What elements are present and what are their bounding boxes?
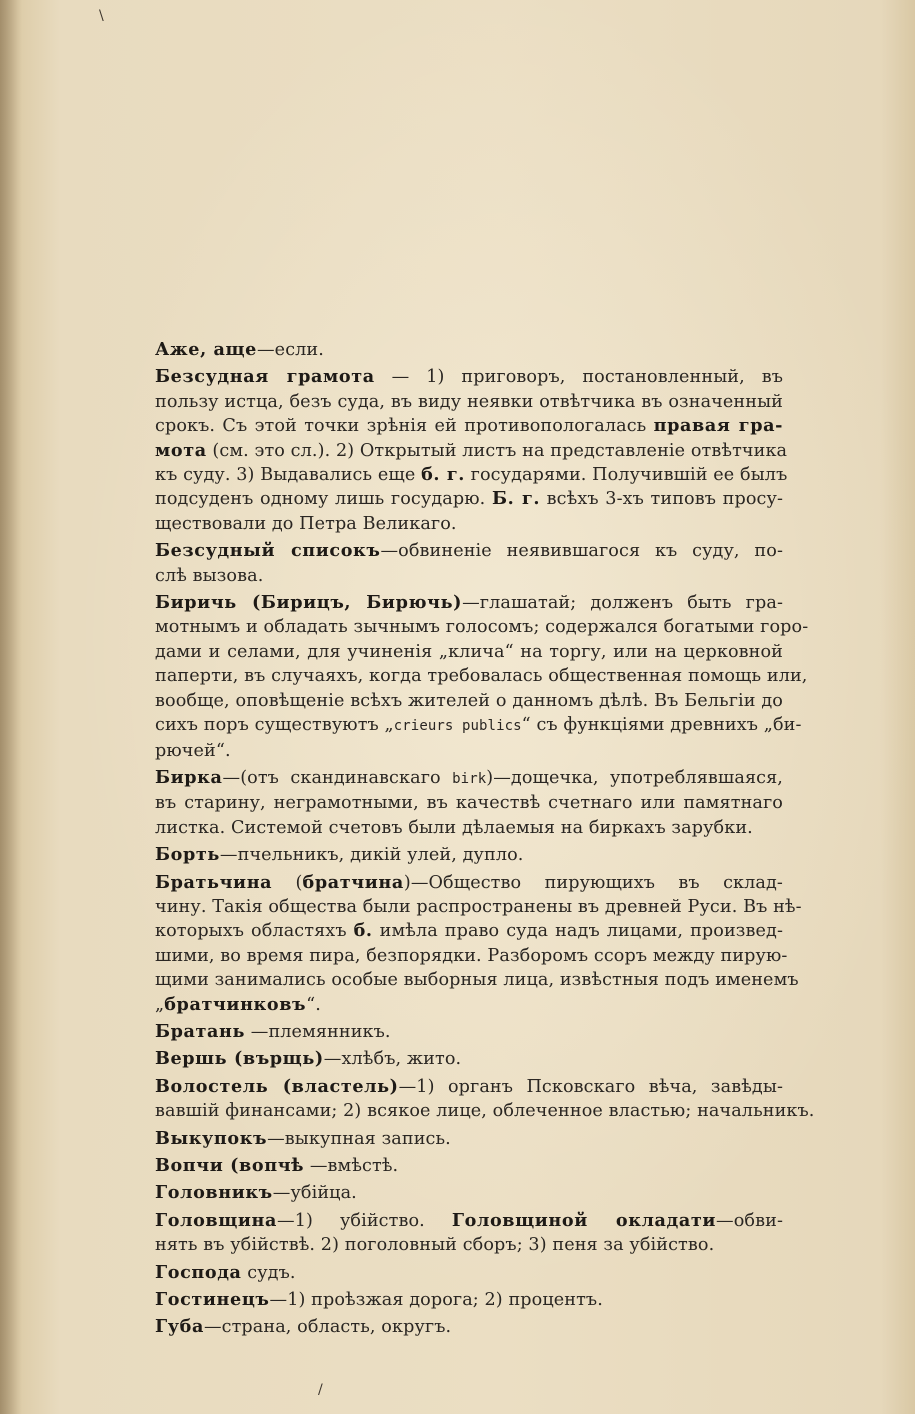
text-line (155, 615, 809, 639)
text-line (155, 487, 783, 511)
definition-text: —пчельникъ, дикій улей, дупло. (219, 845, 524, 866)
text-line (155, 1154, 783, 1178)
headword: Гостинецъ (155, 1289, 270, 1311)
headword: Вершь (върщь) (155, 1048, 324, 1070)
headword: б. (353, 920, 373, 942)
glossary-text-block (155, 338, 815, 1343)
definition-text: “ съ функціями древнихъ „би- (521, 715, 802, 736)
definition-text: вообще, оповѣщеніе всѣхъ жителей о данномъ дѣлѣ. Въ Бельгіи до (155, 690, 783, 711)
definition-text: —1) органъ Псковскаго вѣча, завѣды- (398, 1076, 783, 1097)
text-line (155, 739, 783, 763)
headword: Господа (155, 1261, 242, 1283)
text-line (155, 919, 783, 943)
headword: Б. г. (491, 488, 541, 510)
text-line (155, 1288, 783, 1312)
definition-text: “. (306, 994, 321, 1015)
headword: Выкупокъ (155, 1127, 268, 1149)
text-line (155, 1047, 783, 1071)
headword: Борть (155, 844, 220, 866)
spine-shadow (0, 0, 22, 1414)
definition-text: —обви- (716, 1210, 784, 1231)
text-line (155, 1099, 815, 1123)
headword: Головникъ (155, 1182, 273, 1204)
definition-text: шими, во время пира, безпорядки. Разборомъ ссоръ между пирую- (155, 945, 788, 966)
text-line (155, 414, 783, 438)
headword: Головщина (155, 1209, 278, 1231)
definition-text: паперти, въ случаяхъ, когда требовалась общественная помощь или, (155, 666, 808, 687)
headword: мота (155, 439, 207, 461)
glossary-entry (155, 338, 783, 362)
definition-text: сихъ поръ существуютъ „ (155, 715, 394, 736)
glossary-entry (155, 843, 783, 867)
text-line (155, 689, 783, 713)
text-line (155, 871, 783, 895)
text-line (155, 1233, 783, 1257)
definition-text: ществовали до Петра Великаго. (155, 513, 457, 534)
text-line (155, 664, 808, 688)
headword: братчинковъ (164, 993, 307, 1015)
text-line (155, 512, 783, 536)
headword: Безсудная грамота (155, 366, 375, 388)
glossary-entry (155, 1261, 783, 1285)
definition-text: )—дощечка, употреблявшаяся, (486, 767, 784, 788)
text-line (155, 766, 783, 791)
text-line (155, 439, 788, 463)
latin-term: birk (452, 770, 487, 787)
text-line (155, 791, 783, 815)
definition-text: )—Общество пирующихъ въ склад- (403, 872, 783, 893)
definition-text: подсуденъ одному лишь государю. (155, 489, 492, 510)
definition-text: имѣла право суда надъ лицами, произвед- (372, 921, 783, 942)
definition-text: срокъ. Съ этой точки зрѣнія ей противопологалась (155, 416, 654, 437)
definition-text: ( (272, 872, 303, 893)
glossary-entry (155, 1127, 783, 1151)
headword: Братань (155, 1020, 246, 1042)
headword: б. г. (421, 464, 465, 486)
definition-text: —обвиненіе неявившагося къ суду, по- (380, 541, 783, 562)
definition-text: которыхъ областяхъ (155, 921, 354, 942)
definition-text: —выкупная запись. (267, 1128, 451, 1149)
headword: Волостель (властель) (155, 1075, 399, 1097)
glossary-entry (155, 1020, 783, 1044)
headword: Бирка (155, 766, 223, 788)
definition-text: пользу истца, безъ суда, въ виду неявки отвѣтчика въ означенный (155, 391, 783, 412)
headword: Губа (155, 1316, 204, 1338)
text-line (155, 968, 799, 992)
glossary-entry (155, 365, 788, 536)
text-line (155, 1075, 783, 1099)
scan-mark-bottom: / (318, 1382, 323, 1398)
definition-text: рючей“. (155, 740, 231, 761)
text-line (155, 843, 783, 867)
definition-text: — 1) приговоръ, постановленный, въ (374, 367, 784, 388)
headword: братчина (302, 871, 404, 893)
headword: Головщиной окладати (451, 1209, 717, 1231)
glossary-entry (155, 1209, 783, 1258)
headword: Аже, аще (155, 339, 257, 360)
definition-text: слѣ вызова. (155, 565, 264, 586)
glossary-entry (155, 1154, 783, 1178)
definition-text: листка. Системой счетовъ были дѣлаемыя на биркахъ зарубки. (155, 817, 753, 838)
text-line (155, 1020, 783, 1044)
latin-term: crieurs publics (393, 718, 522, 735)
definition-text: —убійца. (272, 1183, 357, 1204)
scan-mark-top: \ (99, 8, 104, 24)
headword: Безсудный списокъ (155, 540, 381, 562)
definition-text: мотнымъ и обладать зычнымъ голосомъ; содержался богатыми горо- (155, 617, 809, 638)
definition-text: —вмѣстѣ. (304, 1156, 399, 1176)
text-line (155, 1315, 783, 1339)
definition-text: —страна, область, округъ. (203, 1317, 452, 1338)
text-line (155, 895, 802, 919)
text-line (155, 640, 783, 664)
text-line (155, 591, 783, 615)
text-line (155, 1209, 783, 1233)
glossary-entry (155, 539, 783, 588)
headword: Братьчина (155, 871, 273, 893)
definition-text: чину. Такія общества были распространены въ древней Руси. Въ нѣ- (155, 896, 802, 917)
definition-text: вавшій финансами; 2) всякое лице, облеченное властью; начальникъ. (155, 1101, 815, 1122)
text-line (155, 816, 783, 840)
text-line (155, 1181, 783, 1205)
text-line (155, 365, 783, 389)
definition-text: щими занимались особые выборныя лица, извѣстныя подъ именемъ (155, 970, 799, 991)
glossary-entry (155, 1075, 815, 1124)
text-line (155, 1127, 783, 1151)
definition-text: —глашатай; долженъ быть гра- (462, 593, 783, 614)
definition-text: —племянникъ. (245, 1021, 391, 1042)
glossary-entry (155, 1047, 783, 1071)
definition-text: къ суду. 3) Выдавались еще (155, 465, 422, 486)
definition-text: —(отъ скандинавскаго (222, 767, 453, 788)
definition-text: всѣхъ 3-хъ типовъ просу- (540, 489, 783, 510)
text-line (155, 539, 783, 563)
glossary-entry (155, 1288, 783, 1312)
text-line (155, 944, 788, 968)
text-line (155, 1261, 783, 1285)
definition-text: (см. это сл.). 2) Открытый листъ на представленіе отвѣтчика (206, 440, 788, 461)
text-line (155, 463, 788, 487)
glossary-entry (155, 591, 809, 763)
text-line (155, 564, 783, 588)
definition-text: —если. (256, 340, 324, 360)
definition-text: —1) проѣзжая дорога; 2) процентъ. (269, 1290, 603, 1311)
definition-text: нять въ убійствѣ. 2) поголовный сборъ; 3) пеня за убійство. (155, 1235, 715, 1256)
text-line (155, 390, 783, 414)
definition-text: государями. Получившій ее былъ (464, 465, 788, 486)
headword: Биричь (Бирицъ, Бирючь) (155, 592, 463, 614)
definition-text: въ старину, неграмотными, въ качествѣ счетнаго или памятнаго (155, 793, 783, 814)
definition-text: —1) убійство. (277, 1210, 452, 1231)
text-line (155, 338, 783, 362)
definition-text: „ (155, 994, 165, 1015)
glossary-entry (155, 871, 802, 1017)
definition-text: —хлѣбъ, жито. (323, 1049, 462, 1070)
definition-text: судъ. (241, 1262, 296, 1283)
glossary-entry (155, 1315, 783, 1339)
text-line (155, 993, 783, 1017)
text-line (155, 713, 802, 738)
definition-text: дами и селами, для учиненія „клича“ на торгу, или на церковной (155, 641, 783, 662)
headword: правая гра- (653, 415, 783, 437)
headword: Вопчи (вопчѣ (155, 1155, 305, 1176)
glossary-entry (155, 1181, 783, 1205)
glossary-entry (155, 766, 783, 840)
